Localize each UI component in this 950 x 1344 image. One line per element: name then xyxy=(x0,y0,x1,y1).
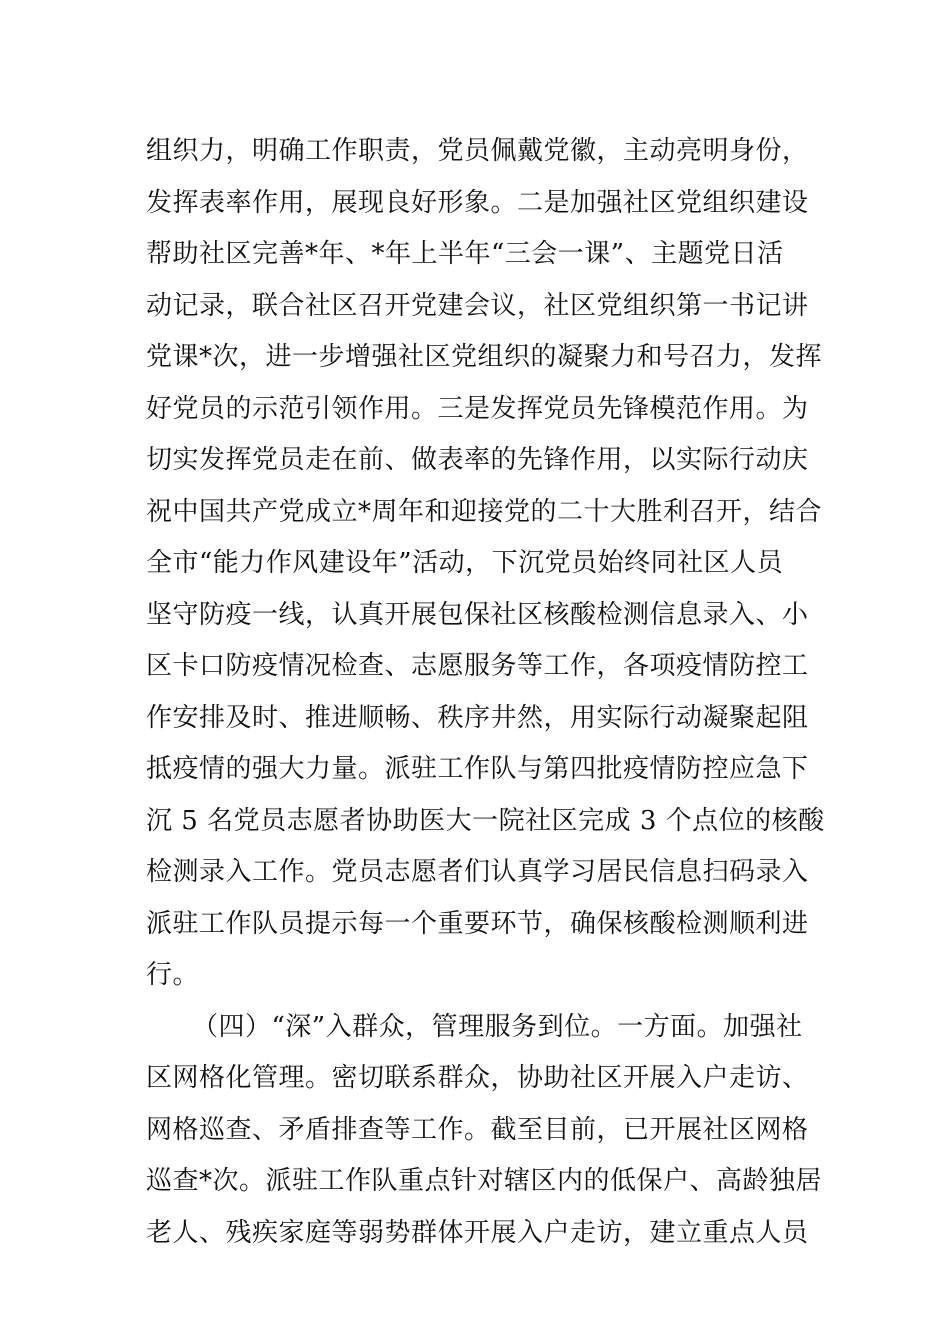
text-line: 老人、残疾家庭等弱势群体开展入户走访，建立重点人员 xyxy=(146,1217,809,1248)
text-line: 沉 5 名党员志愿者协助医大一院社区完成 3 个点位的核酸 xyxy=(146,805,825,836)
text-line: 好党员的示范引领作用。三是发挥党员先锋模范作用。为 xyxy=(146,393,809,424)
text-line: 全市“能力作风建设年”活动，下沉党员始终同社区人员 xyxy=(146,548,784,578)
text-line: 作安排及时、推进顺畅、秩序井然，用实际行动凝聚起阻 xyxy=(146,702,809,733)
text-line: 网格巡查、矛盾排查等工作。截至目前，已开展社区网格 xyxy=(146,1114,809,1145)
section-heading-line: （四）“深”入群众，管理服务到位。一方面。加强社 xyxy=(192,1011,803,1042)
text-line: 切实发挥党员走在前、做表率的先锋作用，以实际行动庆 xyxy=(146,445,809,475)
text-line: 帮助社区完善*年、*年上半年“三会一课”、主题党日活 xyxy=(146,239,784,269)
text-line: 检测录入工作。党员志愿者们认真学习居民信息扫码录入 xyxy=(146,857,809,887)
text-line: 发挥表率作用，展现良好形象。二是加强社区党组织建设 xyxy=(146,187,809,218)
text-line: 党课*次，进一步增强社区党组织的凝聚力和号召力，发挥 xyxy=(146,342,823,372)
text-line: 动记录，联合社区召开党建会议，社区党组织第一书记讲 xyxy=(146,290,809,321)
text-line: 行。 xyxy=(146,960,200,990)
text-line: 祝中国共产党成立*周年和迎接党的二十大胜利召开，结合 xyxy=(146,496,823,527)
text-line: 坚守防疫一线，认真开展包保社区核酸检测信息录入、小 xyxy=(146,599,809,630)
text-line: 派驻工作队员提示每一个重要环节，确保核酸检测顺利进 xyxy=(146,908,809,939)
text-line: 组织力，明确工作职责，党员佩戴党徽，主动亮明身份， xyxy=(146,136,809,166)
text-line: 巡查*次。派驻工作队重点针对辖区内的低保户、高龄独居 xyxy=(146,1166,823,1196)
text-line: 区卡口防疫情况检查、志愿服务等工作，各项疫情防控工 xyxy=(146,651,809,681)
body-text xyxy=(146,126,825,1259)
text-line: 抵疫情的强大力量。派驻工作队与第四批疫情防控应急下 xyxy=(146,754,809,784)
text-line: 区网格化管理。密切联系群众，协助社区开展入户走访、 xyxy=(146,1063,809,1093)
